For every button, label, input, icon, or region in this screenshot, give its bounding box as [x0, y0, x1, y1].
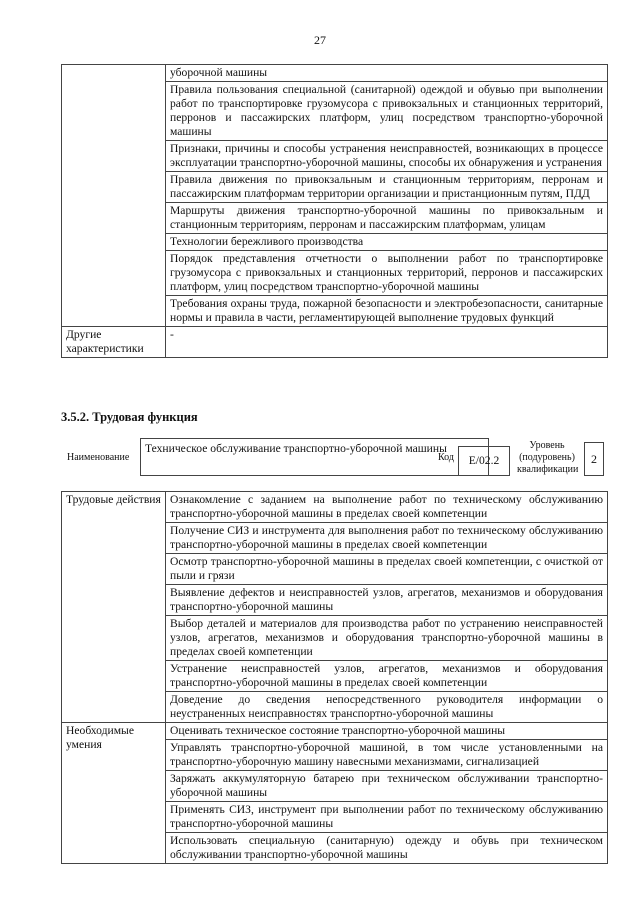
row-item-text: Осмотр транспортно-уборочной машины в пределах своей компетенции, с очисткой от пыли и грязи: [166, 554, 608, 585]
table-row: [62, 327, 608, 358]
row-group-label: Другие характеристики: [62, 327, 166, 358]
section-heading: 3.5.2. Трудовая функция: [61, 410, 198, 424]
row-item-text: Ознакомление с заданием на выполнение работ по техническому обслуживанию транспортно-уборочной машины в пределах своей компетенции: [166, 492, 608, 523]
lower-requirements-table: [61, 491, 608, 864]
row-group-label: Необходимые умения: [62, 723, 166, 864]
level-label: Уровень (подуровень) квалификации: [517, 440, 579, 475]
row-group-label: Трудовые действия: [62, 492, 166, 723]
row-item-text: Устранение неисправностей узлов, агрегатов, механизмов и оборудования транспортно-уборочной машины в пределах своей компетенции: [166, 661, 608, 692]
row-item-text: Маршруты движения транспортно-уборочной машины по привокзальным и станционным территориям, перронам и пассажирским платформам, улицам: [166, 203, 608, 234]
function-header: [61, 438, 616, 480]
function-name: Техническое обслуживание транспортно-уборочной машины: [140, 438, 489, 476]
row-item-text: Заряжать аккумуляторную батарею при техническом обслуживании транспортно-уборочной машины: [166, 771, 608, 802]
row-group-label: [62, 65, 166, 327]
row-item-text: Управлять транспортно-уборочной машиной, в том числе установленными на транспортно-уборочную машину навесными механизмами, сигнализацией: [166, 740, 608, 771]
name-label: Наименование: [67, 452, 130, 463]
row-item-text: Использовать специальную (санитарную) одежду и обувь при техническом обслуживании транспортно-уборочной машины: [166, 833, 608, 864]
row-item-text: Применять СИЗ, инструмент при выполнении работ по техническому обслуживанию транспортно-уборочной машины: [166, 802, 608, 833]
row-item-text: Признаки, причины и способы устранения неисправностей, возникающих в процессе эксплуатации транспортно-уборочной машины, способы их обнаружения и устранения: [166, 141, 608, 172]
function-code: E/02.2: [458, 446, 510, 476]
row-item-text: уборочной машины: [166, 65, 608, 82]
qualification-level: 2: [584, 442, 604, 476]
table-row: [62, 65, 608, 82]
page-number: 27: [314, 33, 326, 47]
table-row: [62, 492, 608, 523]
row-item-text: Правила пользования специальной (санитарной) одеждой и обувью при выполнении работ по транспортировке грузомусора с привокзальных и станционных территорий, перронов и пассажирских платформ, улиц посредством транспортно-уборочной машины: [166, 82, 608, 141]
row-item-text: Технологии бережливого производства: [166, 234, 608, 251]
table-row: [62, 723, 608, 740]
row-item-text: Оценивать техническое состояние транспортно-уборочной машины: [166, 723, 608, 740]
row-item-text: Доведение до сведения непосредственного руководителя информации о неустраненных неисправностях транспортно-уборочной машины: [166, 692, 608, 723]
code-label: Код: [438, 452, 454, 463]
row-item-text: -: [166, 327, 608, 358]
upper-requirements-table: [61, 64, 608, 358]
row-item-text: Требования охраны труда, пожарной безопасности и электробезопасности, санитарные нормы и правила в части, регламентирующей выполнение трудовых функций: [166, 296, 608, 327]
row-item-text: Порядок представления отчетности о выполнении работ по транспортировке грузомусора с привокзальных и станционных территорий, перронов и пассажирских платформ, улиц посредством транспортно-уборочной машины: [166, 251, 608, 296]
row-item-text: Выявление дефектов и неисправностей узлов, агрегатов, механизмов и оборудования транспортно-уборочной машины: [166, 585, 608, 616]
row-item-text: Правила движения по привокзальным и станционным территориям, перронам и пассажирским платформам территории организации и пристанционным путям, ПДД: [166, 172, 608, 203]
row-item-text: Выбор деталей и материалов для производства работ по устранению неисправностей узлов, агрегатов, механизмов и оборудования транспортно-уборочной машины в пределах своей компетенции: [166, 616, 608, 661]
row-item-text: Получение СИЗ и инструмента для выполнения работ по техническому обслуживанию транспортно-уборочной машины в пределах своей компетенции: [166, 523, 608, 554]
